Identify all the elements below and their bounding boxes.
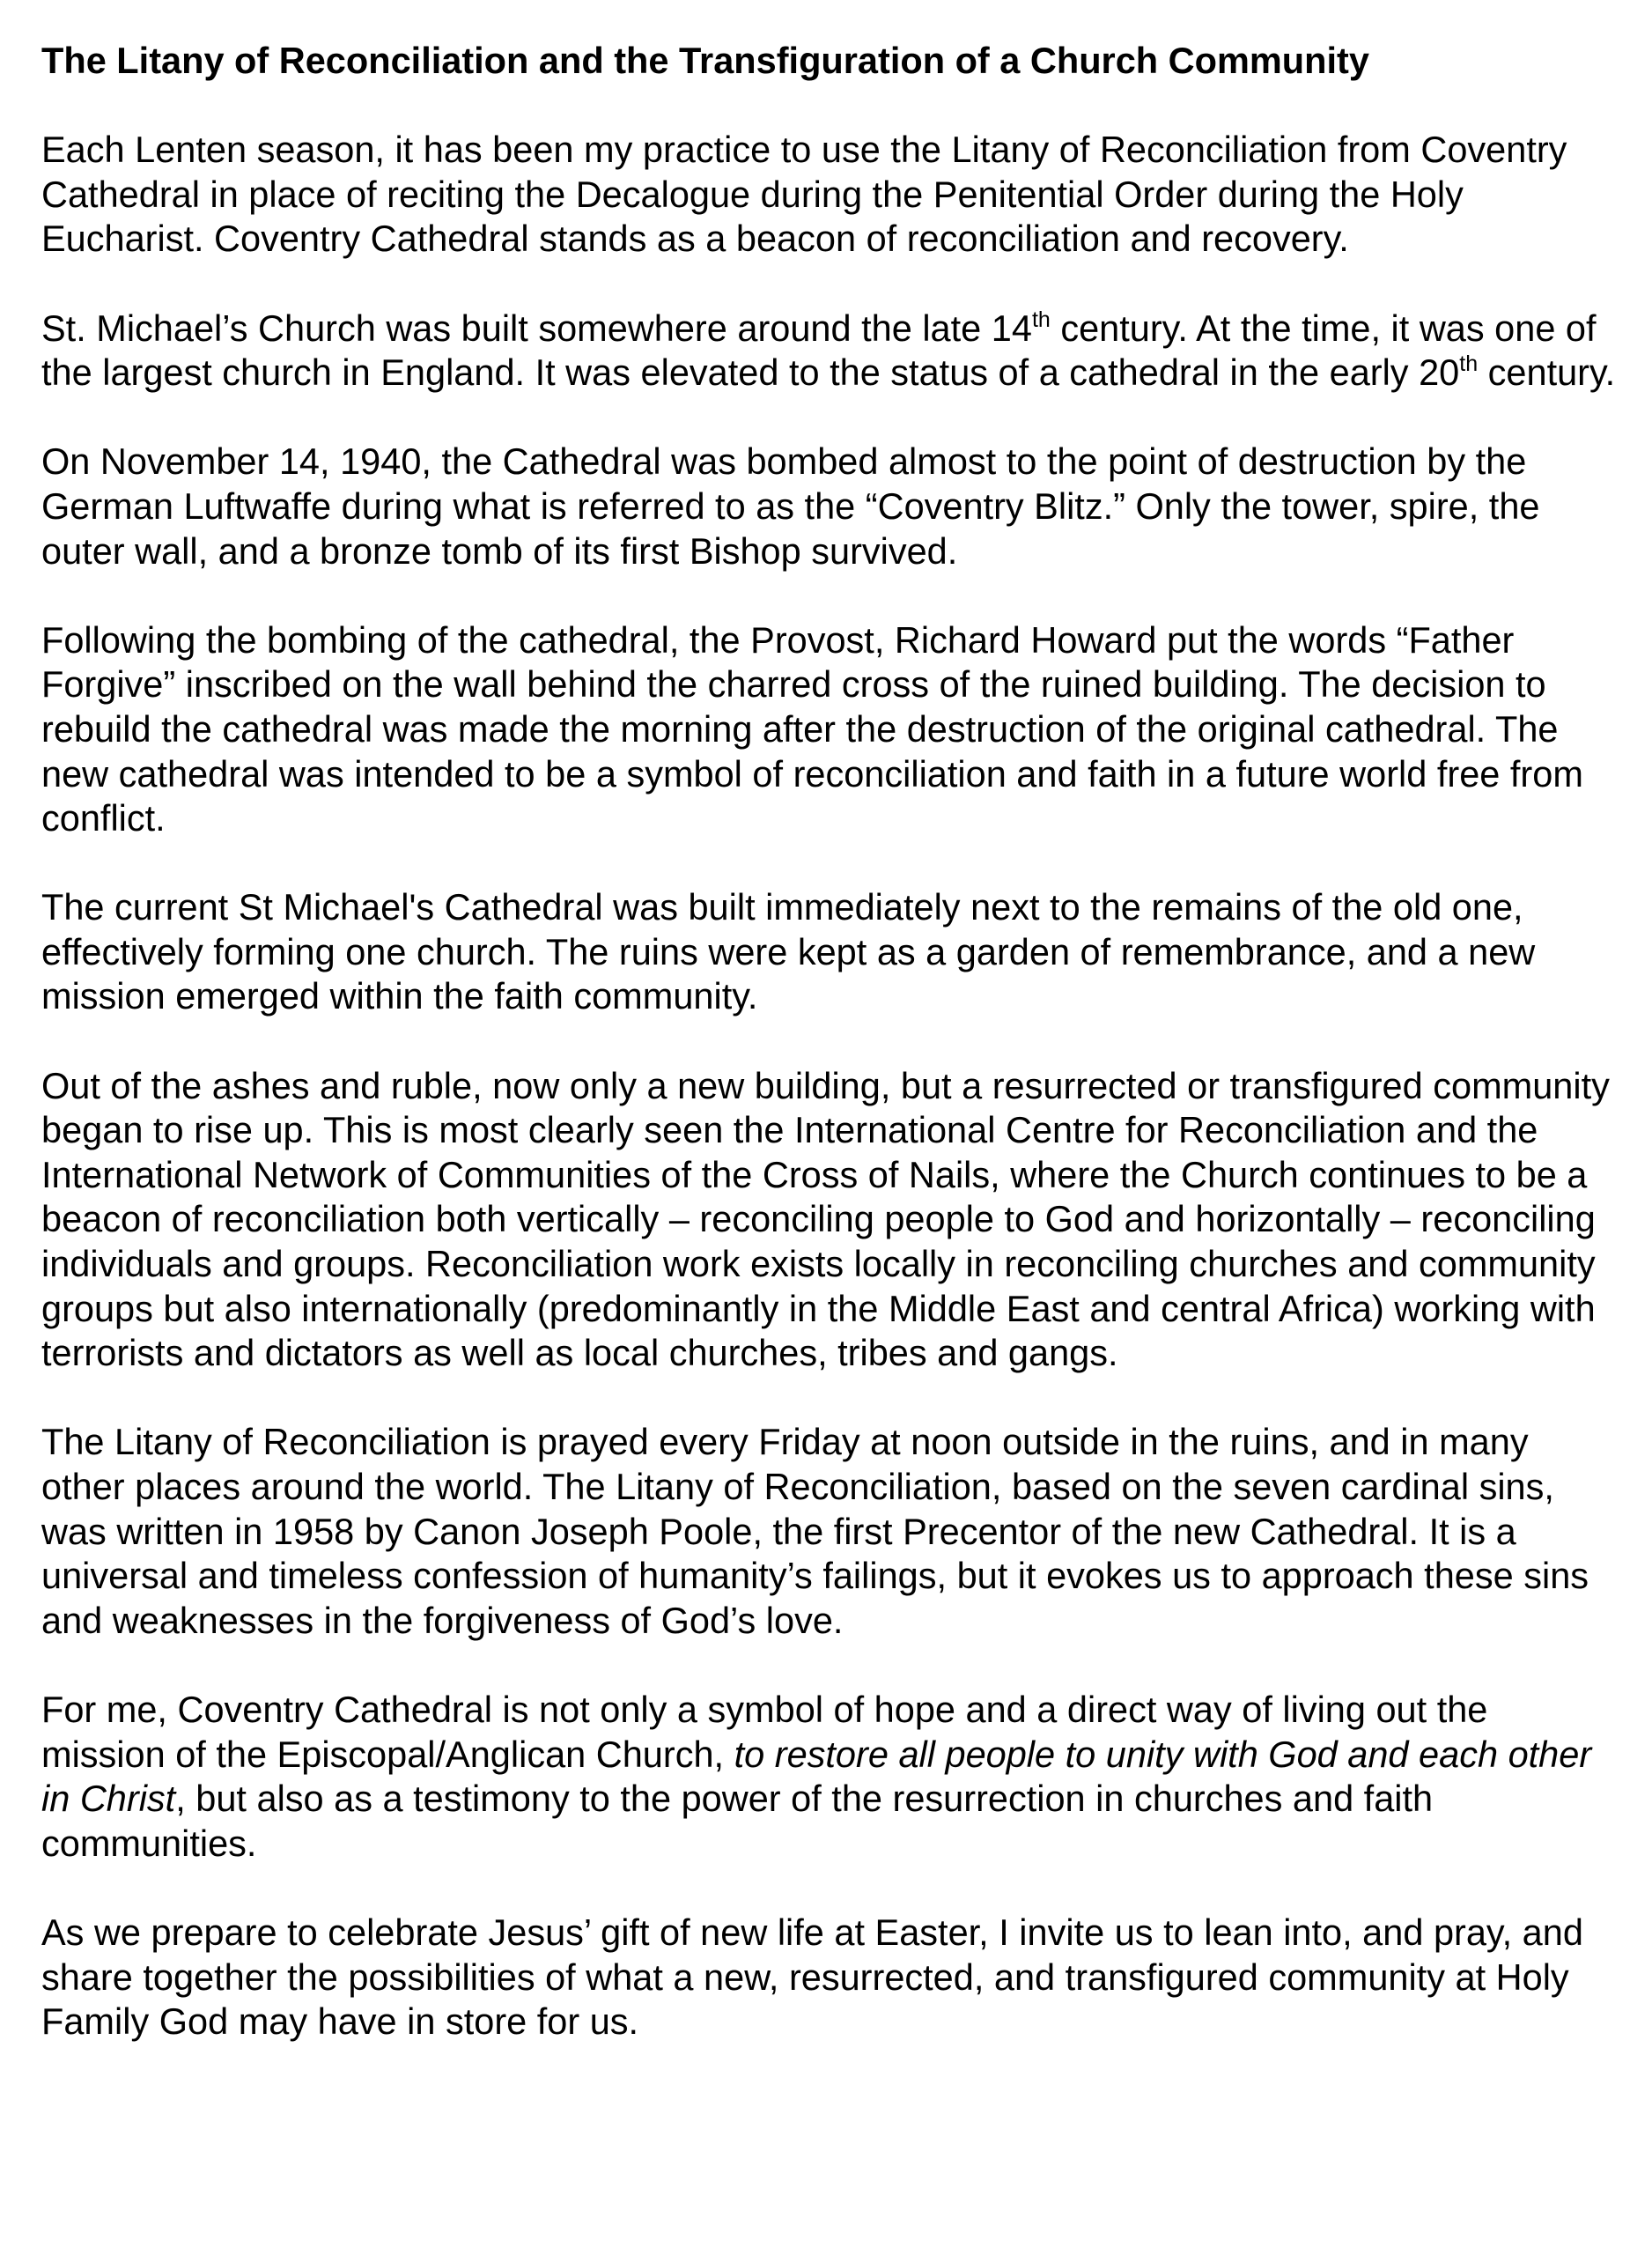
paragraph-bombing: On November 14, 1940, the Cathedral was bombed almost to the point of destruction by the German Luftwaffe during what is referred to as the “Coventry Blitz.” Only the tower, spire, the outer wall, and a bronze tomb of its first Bishop survived. <box>41 440 1540 572</box>
superscript-th: th <box>1459 351 1479 377</box>
paragraph-easter-invitation: As we prepare to celebrate Jesus’ gift of new life at Easter, I invite us to lean into, and pray, and share together the possibilities of what a new, resurrected, and transfigured community at Holy Family God may have in store for us. <box>41 1911 1583 2043</box>
text-segment: For me, Coventry Cathedral is not only a symbol of hope and a direct way of living out the mission of the Episcopal/Anglican Church, <box>41 1688 1488 1775</box>
paragraph-litany: The Litany of Reconciliation is prayed every Friday at noon outside in the ruins, and in many other places around the world. The Litany of Reconciliation, based on the seven cardinal sins, was written in 1958 by Canon Joseph Poole, the first Precentor of the new Cathedral. It is a universal and timeless confession of humanity’s failings, but it evokes us to approach these sins and weaknesses in the forgiveness of God’s love. <box>41 1421 1589 1641</box>
text-segment: St. Michael’s Church was built somewhere around the late 14 <box>41 307 1032 349</box>
paragraph-symbol-of-hope <box>41 1688 1618 1866</box>
mission-statement-italic: to restore all people to unity with God and each other in Christ <box>41 1733 1592 1820</box>
superscript-th: th <box>1031 307 1051 332</box>
document-page <box>41 39 1618 2044</box>
text-segment: century. <box>1478 351 1616 394</box>
paragraph-transfigured-community: Out of the ashes and ruble, now only a new building, but a resurrected or transfigured community began to rise up. This is most clearly seen the International Centre for Reconciliation and the International Network of Communities of the Cross of Nails, where the Church continues to be a beacon of reconciliation both vertically – reconciling people to God and horizontally – reconciling individuals and groups. Reconciliation work exists locally in reconciling churches and community groups but also internationally (predominantly in the Middle East and central Africa) working with terrorists and dictators as well as local churches, tribes and gangs. <box>41 1064 1610 1374</box>
document-title: The Litany of Reconciliation and the Transfiguration of a Church Community <box>41 40 1369 81</box>
paragraph-lenten-practice: Each Lenten season, it has been my practice to use the Litany of Reconciliation from Coventry Cathedral in place of reciting the Decalogue during the Penitential Order during the Holy Eucharist. Coventry Cathedral stands as a beacon of reconciliation and recovery. <box>41 129 1567 260</box>
paragraph-new-cathedral: The current St Michael's Cathedral was built immediately next to the remains of the old one, effectively forming one church. The ruins were kept as a garden of remembrance, and a new mission emerged within the faith community. <box>41 886 1536 1017</box>
text-segment: century. At the time, it was one of the largest church in England. It was elevated to the status of a cathedral in the early 20 <box>41 307 1597 394</box>
paragraph-st-michaels-history <box>41 307 1618 396</box>
paragraph-father-forgive: Following the bombing of the cathedral, the Provost, Richard Howard put the words “Father Forgive” inscribed on the wall behind the charred cross of the ruined building. The decision to rebuild the cathedral was made the morning after the destruction of the original cathedral. The new cathedral was intended to be a symbol of reconciliation and faith in a future world free from conflict. <box>41 618 1583 839</box>
text-segment: , but also as a testimony to the power of the resurrection in churches and faith communities. <box>41 1778 1434 1864</box>
